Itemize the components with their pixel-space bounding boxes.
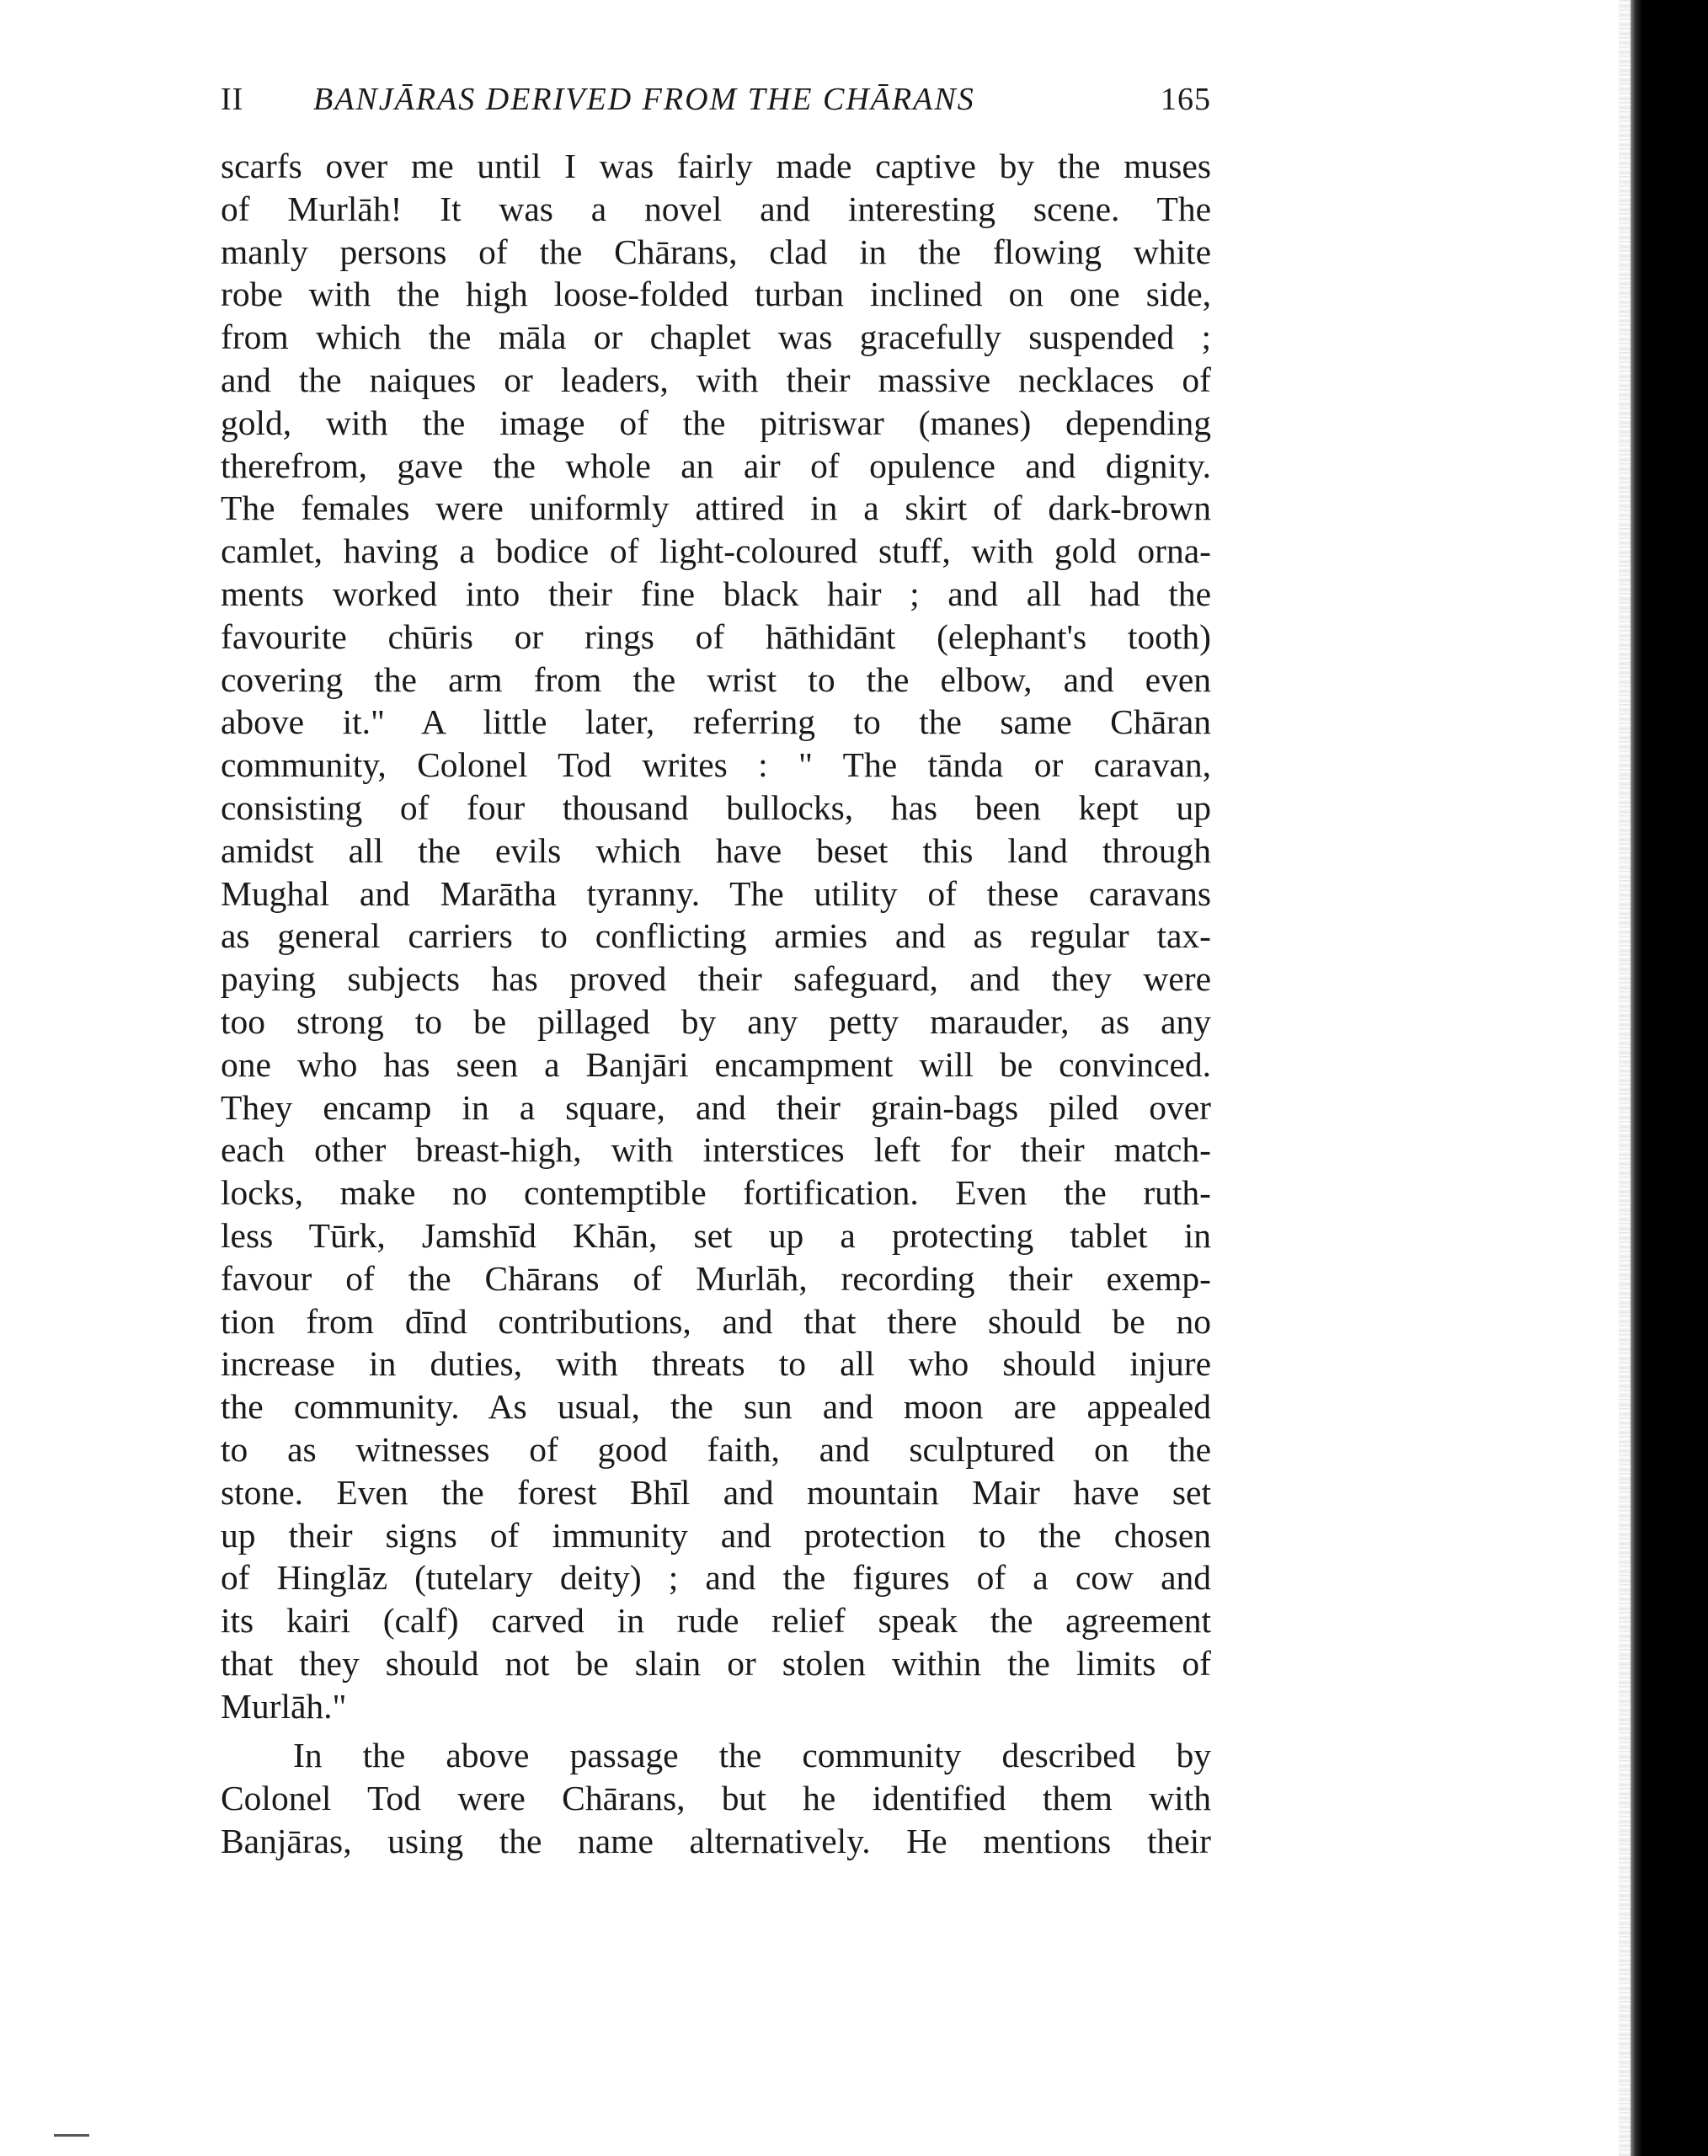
body-text bbox=[221, 145, 1211, 1863]
running-head bbox=[221, 81, 1211, 123]
page-number: 165 bbox=[1161, 82, 1211, 117]
text-line: as general carriers to conflicting armies and as regular tax- bbox=[221, 916, 1211, 956]
text-line: consisting of four thousand bullocks, has been kept up bbox=[221, 787, 1211, 827]
text-line: manly persons of the Chārans, clad in the flowing white bbox=[221, 232, 1211, 271]
text-line: community, Colonel Tod writes : " The tānda or caravan, bbox=[221, 745, 1211, 785]
text-line: They encamp in a square, and their grain-bags piled over bbox=[221, 1087, 1211, 1127]
text-line: up their signs of immunity and protection to the chosen bbox=[221, 1515, 1211, 1555]
text-line: In the above passage the community described by bbox=[293, 1736, 1211, 1775]
text-line: the community. As usual, the sun and moon are appealed bbox=[221, 1387, 1211, 1427]
text-line: of Murlāh! It was a novel and interesting scene. The bbox=[221, 189, 1211, 228]
text-line: scarfs over me until I was fairly made captive by the muses bbox=[221, 147, 1211, 185]
page-edge-shadow bbox=[1619, 0, 1631, 2156]
text-line: of Hinglāz (tutelary deity) ; and the figures of a cow and bbox=[221, 1558, 1211, 1598]
text-line: stone. Even the forest Bhīl and mountain Mair have set bbox=[221, 1472, 1211, 1512]
text-line: one who has seen a Banjāri encampment will be convinced. bbox=[221, 1044, 1211, 1084]
text-line: Murlāh." bbox=[221, 1686, 347, 1726]
text-line: Colonel Tod were Chārans, but he identified them with bbox=[221, 1779, 1211, 1818]
text-line: robe with the high loose-folded turban inclined on one side, bbox=[221, 275, 1211, 314]
text-line: amidst all the evils which have beset this land through bbox=[221, 830, 1211, 870]
text-line: that they should not be slain or stolen within the limits of bbox=[221, 1643, 1211, 1683]
text-line: too strong to be pillaged by any petty marauder, as any bbox=[221, 1001, 1211, 1041]
text-line: above it." A little later, referring to the same Chāran bbox=[221, 702, 1211, 742]
text-line: The females were uniformly attired in a skirt of dark-brown bbox=[221, 488, 1211, 528]
text-line: Mughal and Marātha tyranny. The utility of these caravans bbox=[221, 873, 1211, 913]
text-line: camlet, having a bodice of light-coloured stuff, with gold orna- bbox=[221, 531, 1211, 571]
text-line: favourite chūris or rings of hāthidānt (elephant's tooth) bbox=[221, 616, 1211, 656]
text-line: from which the māla or chaplet was gracefully suspended ; bbox=[221, 318, 1211, 357]
text-line: its kairi (calf) carved in rude relief speak the agreement bbox=[221, 1601, 1211, 1641]
text-line: paying subjects has proved their safeguard, and they were bbox=[221, 959, 1211, 999]
text-line: to as witnesses of good faith, and sculptured on the bbox=[221, 1429, 1211, 1469]
text-line: increase in duties, with threats to all who should injure bbox=[221, 1344, 1211, 1384]
text-line: locks, make no contemptible fortification. Even the ruth- bbox=[221, 1173, 1211, 1213]
paragraph-gap bbox=[221, 1727, 1211, 1734]
text-line: covering the arm from the wrist to the elbow, and even bbox=[221, 659, 1211, 699]
text-line: favour of the Chārans of Murlāh, recording their exemp- bbox=[221, 1258, 1211, 1298]
text-line: Banjāras, using the name alternatively. He mentions their bbox=[221, 1822, 1211, 1861]
text-line: and the naiques or leaders, with their massive necklaces of bbox=[221, 360, 1211, 399]
book-binding bbox=[1631, 0, 1708, 2156]
text-line: therefrom, gave the whole an air of opulence and dignity. bbox=[221, 446, 1211, 485]
text-line: gold, with the image of the pitriswar (manes) depending bbox=[221, 403, 1211, 442]
running-title: BANJĀRAS DERIVED FROM THE CHĀRANS bbox=[313, 82, 975, 117]
text-line: each other breast-high, with interstices left for their match- bbox=[221, 1130, 1211, 1170]
text-line: ments worked into their fine black hair ; and all had the bbox=[221, 574, 1211, 613]
chapter-number: II bbox=[221, 82, 244, 117]
margin-mark bbox=[54, 2134, 89, 2137]
text-line: less Tūrk, Jamshīd Khān, set up a protecting tablet in bbox=[221, 1215, 1211, 1255]
text-line: tion from dīnd contributions, and that there should be no bbox=[221, 1301, 1211, 1341]
